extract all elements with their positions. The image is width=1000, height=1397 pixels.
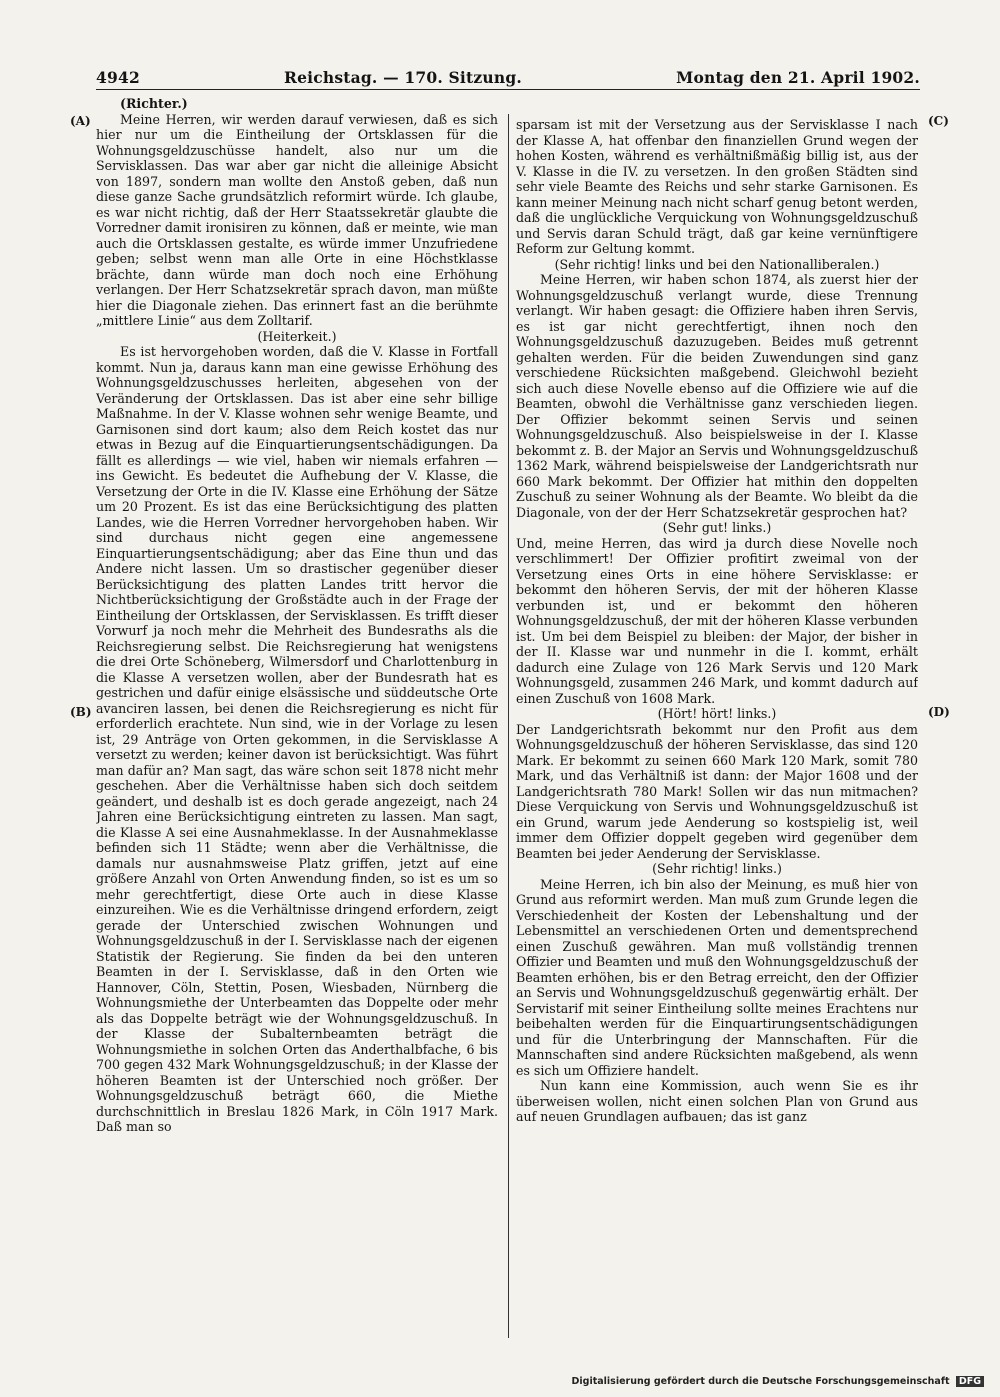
interjection: (Sehr richtig! links.) [652,861,782,876]
column-divider [508,114,509,1338]
paragraph: Nun kann eine Kommission, auch wenn Sie es ihr überweisen wollen, nicht einen solchen Plan von Grund aus auf neuen Grundlagen aufbauen; das ist ganz [516,1078,918,1124]
paragraph: sparsam ist mit der Versetzung aus der Servisklasse I nach der Klasse A, hat offenbar den finanziellen Grund wegen der hohen Kosten, während es verhältnißmäßig billig ist, aus der V. Klasse in die IV. zu versetzen. In den großen Städten sind sehr viele Beamte des Reichs und sehr starke Garnisonen. Es kann meiner Meinung nach nicht scharf genug betont werden, daß die unglückliche Verquickung von Wohnungsgeldzuschuß und Servis daran Schuld trägt, daß gar keine vernünftigere Reform zur Geltung kommt. [516,117,918,256]
paragraph: Meine Herren, wir werden darauf verwiesen, daß es sich hier nur um die Eintheilung der Ortsklassen für die Wohnungsgeldzuschüsse handelt, also nur um die Servisklassen. Das war aber gar nicht die alleinige Absicht von 1897, sondern man wollte den Anstoß geben, daß nun diese ganze Sache grundsätzlich reformirt würde. Ich glaube, es war nicht richtig, daß der Herr Staatssekretär glaubte die Vorredner damit ironisiren zu können, daß er meinte, wie man auch die Ortsklassen gestalte, es würde immer Unzufriedene geben; selbst wenn man alle Orte in eine Höchstklasse brächte, dann würde man doch noch eine Erhöhung verlangen. Der Herr Schatzsekretär sprach davon, man müßte hier die Diagonale ziehen. Das erinnert fast an die berühmte „mittlere Linie“ aus dem Zolltarif. [96,111,498,328]
interjection: (Hört! hört! links.) [657,706,777,721]
margin-mark-b: (B) [70,705,92,719]
paragraph: Es ist hervorgehoben worden, daß die V. Klasse in Fortfall kommt. Nun ja, daraus kann man eine gewisse Erhöhung des Wohnungsgeldzuschusses herleiten, abgesehen von der Veränderung der Ortsklassen. Das ist aber eine sehr billige Maßnahme. In der V. Klasse wohnen sehr wenige Beamte, und Garnisonen sind dort kaum; also dem Reich kostet das nur etwas in Bezug auf die Einquartierungsentschädigungen. Da fällt es allerdings — wie viel, haben wir niemals erfahren — ins Gewicht. Es bedeutet die Aufhebung der V. Klasse, die Versetzung der Orte in die IV. Klasse eine Erhöhung der Sätze um 20 Prozent. Es ist das eine Berücksichtigung des platten Landes, wie die Herren Vorredner hervorgehoben haben. Wir sind durchaus nicht gegen eine angemessene Einquartierungsentschädigung; aber das Eine thun und das Andere nicht lassen. Um so drastischer gegenüber dieser Berücksichtigung des platten Landes tritt hervor die Nichtberücksichtigung der Großstädte auch in der Frage der Eintheilung der Ortsklassen, der Servisklassen. Es trifft dieser Vorwurf ja noch mehr die Mehrheit des Bundesraths als die Reichsregierung selbst. Die Reichsregierung hat wenigstens die drei Orte Schöneberg, Wilmersdorf und Charlottenburg in die Klasse A versetzen wollen, aber der Bundesrath hat es gestrichen und dafür einige elsässische und süddeutsche Orte avanciren lassen, bei denen die Reichsregierung es nicht für erforderlich erachtete. Nun sind, wie in der Vorlage zu lesen ist, 29 Anträge von Orten gekommen, in die Servisklasse A versetzt zu werden; keiner davon ist berücksichtigt. Was führt man dafür an? Man sagt, das wäre schon seit 1878 nicht mehr geschehen. Aber die Verhältnisse haben sich doch seitdem geändert, und deshalb ist es doch gerade angezeigt, nach 24 Jahren eine Berücksichtigung eintreten zu lassen. Man sagt, die Klasse A sei eine Ausnahmeklasse. In der Ausnahmeklasse befinden sich 11 Städte; wenn aber die Verhältnisse, die damals nur ausnahmsweise Platz griffen, jetzt auf eine größere Anzahl von Orten Anwendung finden, so ist es um so mehr gerechtfertigt, diese Orte auch in diese Klasse einzureihen. Wie es die Verhältnisse dringend erfordern, zeigt gerade der Unterschied zwischen Wohnungen und Wohnungsgeldzuschuß in der I. Servisklasse nach der eigenen Statistik der Regierung. Sie finden da bei den unteren Beamten in der I. Servisklasse, daß in den Orten wie Hannover, Cöln, Stettin, Posen, Wiesbaden, Nürnberg die Wohnungsmiethe der Unterbeamten das Doppelte oder mehr als das Doppelte beträgt wie der Wohnungsgeldzuschuß. In der Klasse der Subalternbeamten beträgt die Wohnungsmiethe in solchen Orten das Anderthalbfache, 6 bis 700 gegen 432 Mark Wohnungsgeldzuschuß; in der Klasse der höheren Beamten ist der Unterschied noch größer. Der Wohnungsgeldzuschuß beträgt 660, die Miethe durchschnittlich in Breslau 1826 Mark, in Cöln 1917 Mark. Daß man so [96,344,498,1134]
digitization-credit [572,1376,984,1387]
session-date: Montag den 21. April 1902. [676,68,920,87]
session-title: Reichstag. — 170. Sitzung. [284,68,522,87]
header-rule [96,89,920,90]
margin-mark-a: (A) [70,114,91,128]
credit-text: Digitalisierung gefördert durch die Deutsche Forschungsgemeinschaft [571,1376,950,1387]
margin-mark-d: (D) [928,705,950,719]
paragraph: Der Landgerichtsrath bekommt nur den Profit aus dem Wohnungsgeldzuschuß der höheren Servisklasse, das sind 120 Mark. Er bekommt zu seinen 660 Mark 120 Mark, somit 780 Mark, und das Verhältniß ist dann: der Major 1608 und der Landgerichtsrath 780 Mark! Sollen wir das nun mitmachen? Diese Verquickung von Servis und Wohnungsgeldzuschuß ist ein Grund, warum jede Aenderung so kostspielig ist, weil immer dem Offizier doppelt gegeben wird gegenüber dem Beamten bei jeder Aenderung der Servisklasse. [516,721,918,861]
page-number: 4942 [96,68,140,87]
right-column [516,117,918,1341]
left-column [96,96,498,1341]
page-header [96,64,920,90]
interjection: (Heiterkeit.) [257,328,337,344]
paragraph: Und, meine Herren, das wird ja durch diese Novelle noch verschlimmert! Der Offizier profitirt zweimal von der Versetzung eines Orts in eine höhere Servisklasse: er bekommt den höheren Servis, der mit der höheren Klasse verbunden ist, und er bekommt den höheren Wohnungsgeldzuschuß, der mit der höheren Klasse verbunden ist. Um bei dem Beispiel zu bleiben: der Major, der bisher in der II. Klasse war und nunmehr in die I. kommt, erhält dadurch eine Zulage von 126 Mark Servis und 120 Mark Wohnungsgeld, zusammen 246 Mark, und kommt dadurch auf einen Zuschuß von 1608 Mark. [516,535,918,706]
margin-mark-c: (C) [928,114,949,128]
speaker-name: (Richter.) [120,96,188,111]
dfg-logo: DFG [956,1376,984,1387]
interjection: (Sehr gut! links.) [662,520,772,535]
paragraph: Meine Herren, wir haben schon 1874, als zuerst hier der Wohnungsgeldzuschuß verlangt wurde, diese Trennung verlangt. Wir haben gesagt: die Offiziere haben ihren Servis, es ist gar nicht gerechtfertigt, ihnen noch den Wohnungsgeldzuschuß dazuzugeben. Beides muß getrennt gehalten werden. Für die beiden Zuwendungen sind ganz verschiedene Rücksichten maßgebend. Gleichwohl bezieht sich auch diese Novelle ebenso auf die Offiziere wie auf die Beamten, obwohl die Verhältnisse ganz verschieden liegen. Der Offizier bekommt seinen Servis und seinen Wohnungsgeldzuschuß. Also beispielsweise in der I. Klasse bekommt z. B. der Major an Servis und Wohnungsgeldzuschuß 1362 Mark, während beispielsweise der Landgerichtsrath nur 660 Mark bekommt. Der Offizier hat mithin den doppelten Zuschuß zu seiner Wohnung als der Beamte. Wo bleibt da die Diagonale, von der der Herr Schatzsekretär gesprochen hat? [516,272,918,520]
paragraph: Meine Herren, ich bin also der Meinung, es muß hier von Grund aus reformirt werden. Man muß zum Grunde legen die Verschiedenheit der Kosten der Lebenshaltung und der Lebensmittel an verschiedenen Orten und dementsprechend einen Zuschuß gewähren. Man muß vollständig trennen Offizier und Beamten und muß den Wohnungsgeldzuschuß der Beamten erhöhen, bis er den Betrag erreicht, den der Offizier an Servis und Wohnungsgeldzuschuß gegenwärtig erhält. Der Servistarif mit seiner Eintheilung sollte meines Erachtens nur beibehalten werden für die Einquartirungsentschädigungen und für die Unterbringung der Mannschaften. Für die Mannschaften sind andere Rücksichten maßgebend, als wenn es sich um Offiziere handelt. [516,876,918,1078]
interjection: (Sehr richtig! links und bei den Nationalliberalen.) [554,256,880,272]
